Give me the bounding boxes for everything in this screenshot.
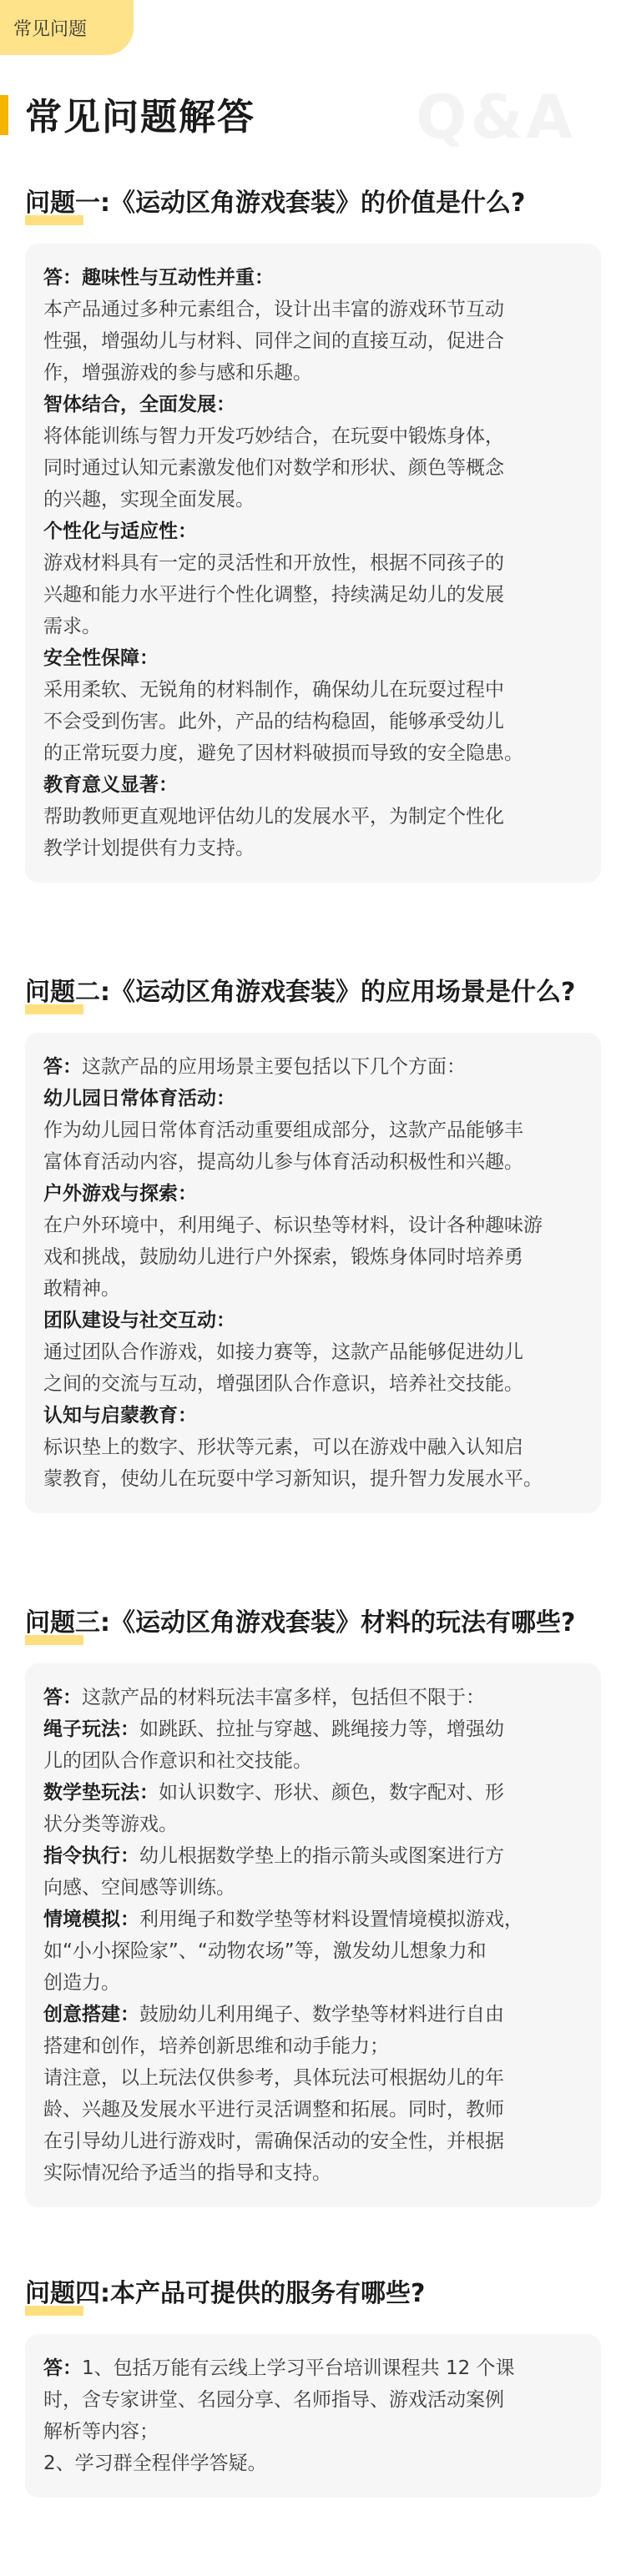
answer-text: 1、包括万能有云线上学习平台培训课程共 12 个课 xyxy=(82,2357,515,2379)
faq-question xyxy=(25,1605,626,1642)
answer-text: 搭建和创作，培养创新思维和动手能力； xyxy=(43,2035,389,2057)
answer-heading: 认知与启蒙教育： xyxy=(43,1405,197,1426)
answer-heading: 数学垫玩法： xyxy=(43,1782,159,1804)
answer-text: 戏和挑战，鼓励幼儿进行户外探索，锻炼身体同时培养勇 xyxy=(43,1246,523,1268)
answer-line xyxy=(43,1713,584,1745)
answer-heading: 答： xyxy=(43,2357,82,2379)
answer-text: 的兴趣，实现全面发展。 xyxy=(43,489,255,511)
answer-text: 龄、兴趣及发展水平进行灵活调整和拓展。同时，教师 xyxy=(43,2099,504,2121)
answer-line xyxy=(43,1178,584,1210)
page-header xyxy=(0,82,626,152)
answer-text: 帮助教师更直观地评估幼儿的发展水平，为制定个性化 xyxy=(43,806,504,828)
faq-section-4 xyxy=(0,2276,626,2498)
answer-line xyxy=(43,2030,584,2062)
answer-line xyxy=(43,262,584,294)
answer-line xyxy=(43,547,584,579)
answer-text: 鼓励幼儿利用绳子、数学垫等材料进行自由 xyxy=(139,2004,504,2025)
answer-line xyxy=(43,833,584,864)
answer-text: 富体育活动内容，提高幼儿参与体育活动积极性和兴趣。 xyxy=(43,1151,523,1173)
answer-text: 作为幼儿园日常体育活动重要组成部分，这款产品能够丰 xyxy=(43,1119,523,1141)
answer-line xyxy=(43,1210,584,1241)
faq-answer-card xyxy=(25,1033,601,1513)
answer-line xyxy=(43,2126,584,2157)
answer-text: 需求。 xyxy=(43,616,101,637)
answer-line xyxy=(43,2384,584,2416)
faq-answer-card xyxy=(25,2334,601,2498)
answer-line xyxy=(43,1146,584,1178)
answer-heading: 答：趣味性与互动性并重： xyxy=(43,267,274,289)
answer-heading: 幼儿园日常体育活动： xyxy=(43,1088,235,1109)
answer-heading: 答： xyxy=(43,1056,82,1078)
faq-question-text: 问题二:《运动区角游戏套装》的应用场景是什么? xyxy=(25,978,576,1007)
answer-line xyxy=(43,1114,584,1146)
answer-text: 将体能训练与智力开发巧妙结合，在玩耍中锻炼身体， xyxy=(43,425,504,447)
answer-line xyxy=(43,452,584,484)
faq-question xyxy=(25,2276,626,2312)
answer-heading: 团队建设与社交互动： xyxy=(43,1310,235,1331)
answer-line xyxy=(43,801,584,833)
answer-line xyxy=(43,2416,584,2448)
answer-line xyxy=(43,1431,584,1463)
answer-line xyxy=(43,611,584,642)
faq-question xyxy=(25,185,626,222)
answer-line xyxy=(43,674,584,706)
answer-line xyxy=(43,1904,584,1935)
answer-text: 幼儿根据数学垫上的指示箭头或图案进行方 xyxy=(139,1845,504,1867)
answer-line xyxy=(43,642,584,674)
answer-text: 利用绳子和数学垫等材料设置情境模拟游戏， xyxy=(139,1909,523,1930)
answer-text: 请注意，以上玩法仅供参考，具体玩法可根据幼儿的年 xyxy=(43,2067,504,2089)
answer-text: 兴趣和能力水平进行个性化调整，持续满足幼儿的发展 xyxy=(43,584,504,606)
answer-line xyxy=(43,1083,584,1114)
faq-answer-card xyxy=(25,244,601,883)
answer-line xyxy=(43,389,584,420)
answer-text: 通过团队合作游戏，如接力赛等，这款产品能够促进幼儿 xyxy=(43,1341,523,1363)
answer-heading: 答： xyxy=(43,1687,82,1708)
answer-text: 解析等内容； xyxy=(43,2421,159,2443)
answer-line xyxy=(43,1777,584,1809)
answer-line xyxy=(43,420,584,452)
answer-line xyxy=(43,294,584,325)
answer-line xyxy=(43,1872,584,1904)
answer-text: 游戏材料具有一定的灵活性和开放性，根据不同孩子的 xyxy=(43,552,504,574)
answer-line xyxy=(43,1336,584,1368)
title-accent-bar xyxy=(0,95,8,135)
answer-text: 的正常玩耍力度，避免了因材料破损而导致的安全隐患。 xyxy=(43,742,523,764)
answer-line xyxy=(43,1745,584,1777)
answer-line xyxy=(43,484,584,516)
answer-text: 状分类等游戏。 xyxy=(43,1814,178,1835)
answer-heading: 绳子玩法： xyxy=(43,1718,139,1740)
answer-line xyxy=(43,2352,584,2384)
category-tag xyxy=(0,0,134,55)
answer-line xyxy=(43,325,584,357)
qa-watermark: Q&A xyxy=(416,82,576,152)
answer-text: 儿的团队合作意识和社交技能。 xyxy=(43,1750,312,1772)
answer-line xyxy=(43,1840,584,1872)
answer-line xyxy=(43,706,584,737)
answer-line xyxy=(43,737,584,769)
answer-line xyxy=(43,1273,584,1305)
answer-text: 如“小小探险家”、“动物农场”等，激发幼儿想象力和 xyxy=(43,1940,487,1962)
answer-line xyxy=(43,1368,584,1400)
answer-line xyxy=(43,1305,584,1336)
answer-text: 在引导幼儿进行游戏时，需确保活动的安全性，并根据 xyxy=(43,2131,504,2152)
answer-line xyxy=(43,2094,584,2126)
answer-text: 实际情况给予适当的指导和支持。 xyxy=(43,2162,331,2184)
answer-line xyxy=(43,769,584,801)
faq-section-3 xyxy=(0,1605,626,2207)
answer-line xyxy=(43,516,584,547)
answer-text: 2、学习群全程伴学答疑。 xyxy=(43,2453,267,2474)
answer-line xyxy=(43,1999,584,2030)
answer-text: 采用柔软、无锐角的材料制作，确保幼儿在玩耍过程中 xyxy=(43,679,504,701)
page-title: 常见问题解答 xyxy=(25,96,255,138)
faq-question-text: 问题一:《运动区角游戏套装》的价值是什么? xyxy=(25,189,526,218)
answer-heading: 安全性保障： xyxy=(43,647,159,669)
answer-line xyxy=(43,2157,584,2189)
answer-text: 这款产品的材料玩法丰富多样，包括但不限于： xyxy=(82,1687,485,1708)
answer-line xyxy=(43,357,584,389)
faq-section-1 xyxy=(0,185,626,883)
answer-text: 之间的交流与互动，增强团队合作意识，培养社交技能。 xyxy=(43,1373,523,1395)
answer-line xyxy=(43,1241,584,1273)
answer-text: 如认识数字、形状、颜色，数字配对、形 xyxy=(159,1782,504,1804)
answer-heading: 教育意义显著： xyxy=(43,774,178,796)
faq-question-text: 问题三:《运动区角游戏套装》材料的玩法有哪些? xyxy=(25,1608,576,1638)
answer-text: 蒙教育，使幼儿在玩耍中学习新知识，提升智力发展水平。 xyxy=(43,1468,543,1490)
answer-line xyxy=(43,1967,584,1999)
answer-text: 创造力。 xyxy=(43,1972,120,1994)
answer-heading: 情境模拟： xyxy=(43,1909,139,1930)
answer-heading: 创意搭建： xyxy=(43,2004,139,2025)
answer-line xyxy=(43,1935,584,1967)
answer-text: 敢精神。 xyxy=(43,1278,120,1300)
answer-line xyxy=(43,2062,584,2094)
faq-answer-card xyxy=(25,1663,601,2207)
faq-question xyxy=(25,974,626,1011)
answer-text: 这款产品的应用场景主要包括以下几个方面： xyxy=(82,1056,466,1078)
category-tag-label: 常见问题 xyxy=(13,18,88,40)
answer-line xyxy=(43,579,584,611)
faq-question-text: 问题四:本产品可提供的服务有哪些? xyxy=(25,2279,426,2308)
answer-text: 如跳跃、拉扯与穿越、跳绳接力等，增强幼 xyxy=(139,1718,504,1740)
answer-text: 在户外环境中，利用绳子、标识垫等材料，设计各种趣味游 xyxy=(43,1215,543,1236)
answer-line xyxy=(43,1809,584,1840)
answer-text: 向感、空间感等训练。 xyxy=(43,1877,235,1899)
answer-text: 不会受到伤害。此外，产品的结构稳固，能够承受幼儿 xyxy=(43,711,504,732)
answer-heading: 户外游戏与探索： xyxy=(43,1183,197,1205)
answer-text: 性强，增强幼儿与材料、同伴之间的直接互动，促进合 xyxy=(43,330,504,352)
answer-text: 同时通过认知元素激发他们对数学和形状、颜色等概念 xyxy=(43,457,504,479)
answer-text: 教学计划提供有力支持。 xyxy=(43,838,255,859)
answer-text: 标识垫上的数字、形状等元素，可以在游戏中融入认知启 xyxy=(43,1436,523,1458)
answer-line xyxy=(43,1682,584,1713)
answer-line xyxy=(43,1400,584,1431)
answer-text: 本产品通过多种元素组合，设计出丰富的游戏环节互动 xyxy=(43,299,504,320)
answer-heading: 指令执行： xyxy=(43,1845,139,1867)
answer-heading: 智体结合，全面发展： xyxy=(43,394,235,415)
answer-heading: 个性化与适应性： xyxy=(43,521,197,542)
faq-section-2 xyxy=(0,974,626,1513)
answer-text: 作，增强游戏的参与感和乐趣。 xyxy=(43,362,312,384)
answer-text: 时，含专家讲堂、名园分享、名师指导、游戏活动案例 xyxy=(43,2389,504,2411)
answer-line xyxy=(43,1463,584,1495)
answer-line xyxy=(43,2448,584,2479)
answer-line xyxy=(43,1051,584,1083)
